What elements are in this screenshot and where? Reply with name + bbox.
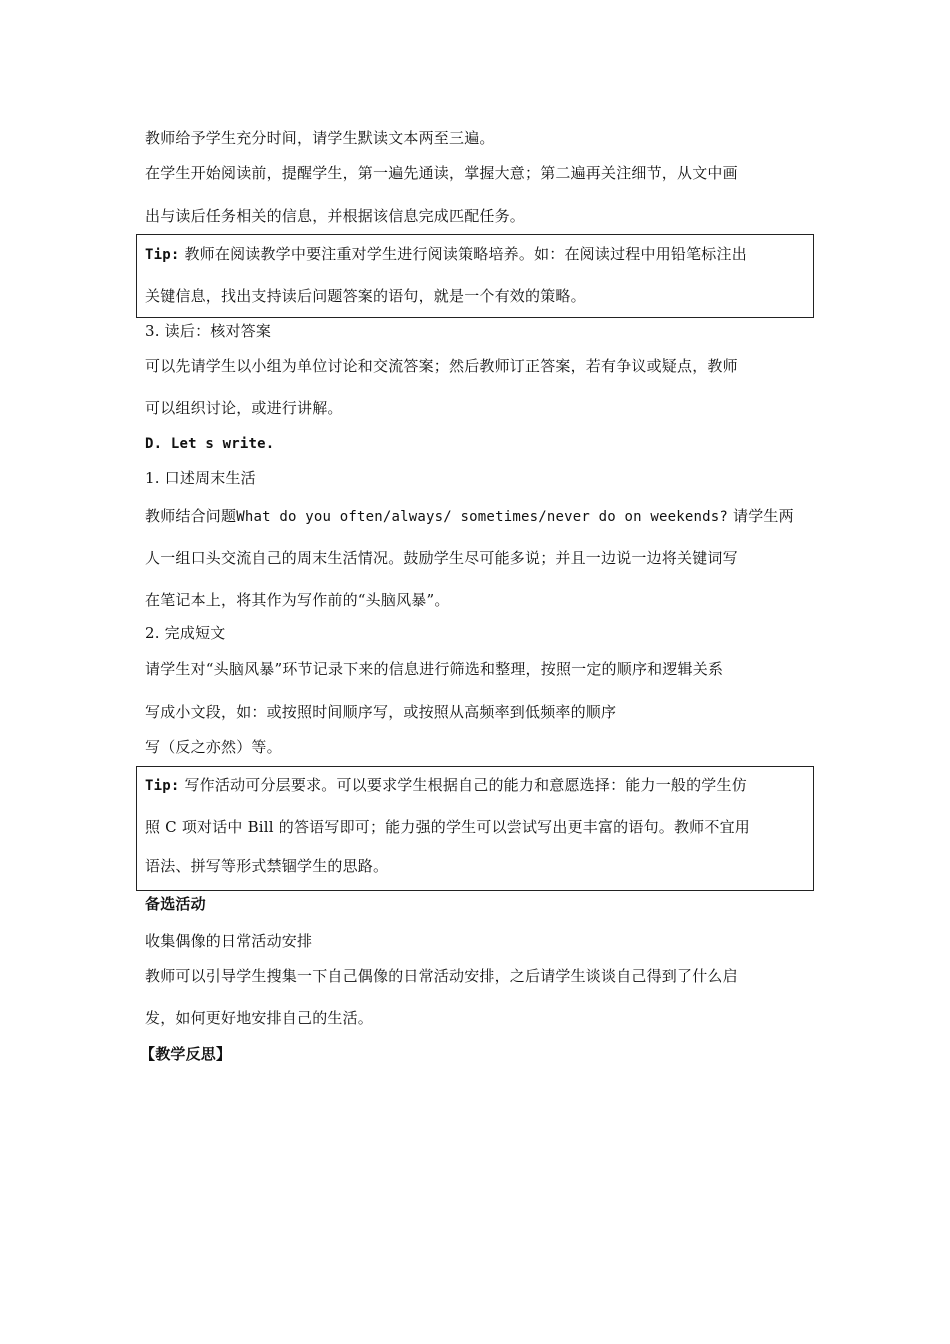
- tip-box-writing-levels: [136, 766, 814, 891]
- paragraph-check-answers-line1: 可以先请学生以小组为单位讨论和交流答案；然后教师订正答案，若有争议或疑点，教师: [145, 357, 738, 375]
- tip-text: 教师在阅读教学中要注重对学生进行阅读策略培养。如：在阅读过程中用铅笔标注出: [184, 245, 747, 263]
- tip-line-2: 关键信息，找出支持读后问题答案的语句，就是一个有效的策略。: [145, 287, 586, 305]
- step-3-heading: 3. 读后：核对答案: [145, 322, 272, 340]
- tip-line-3: 语法、拼写等形式禁锢学生的思路。: [145, 857, 389, 875]
- tip-line-2: 照 C 项对话中 Bill 的答语写即可；能力强的学生可以尝试写出更丰富的语句。教师不宜用: [145, 818, 750, 836]
- paragraph-reading-reminder-line2: 出与读后任务相关的信息，并根据该信息完成匹配任务。: [145, 207, 526, 225]
- paragraph-short-text-line1: 请学生对“头脑风暴”环节记录下来的信息进行筛选和整理，按照一定的顺序和逻辑关系: [145, 660, 724, 678]
- paragraph-idol-schedule-line1: 教师可以引导学生搜集一下自己偶像的日常活动安排，之后请学生谈谈自己得到了什么启: [145, 967, 738, 985]
- paragraph-short-text-line3: 写（反之亦然）等。: [145, 738, 282, 756]
- paragraph-reading-reminder-line1: 在学生开始阅读前，提醒学生，第一遍先通读，掌握大意；第二遍再关注细节，从文中画: [145, 164, 738, 182]
- paragraph-idol-schedule-line2: 发，如何更好地安排自己的生活。: [145, 1009, 374, 1027]
- paragraph-weekend-question-line3: 在笔记本上，将其作为写作前的“头脑风暴”。: [145, 591, 450, 609]
- alternative-activity-heading: 备选活动: [145, 895, 206, 913]
- text-post: 请学生两: [733, 507, 794, 525]
- item-2-heading: 2. 完成短文: [145, 624, 226, 642]
- english-question: What do you often/always/ sometimes/never do on weekends?: [236, 509, 729, 525]
- tip-line-1: [145, 243, 747, 266]
- paragraph-weekend-question-line1: [145, 505, 794, 528]
- tip-label: Tip:: [145, 778, 180, 794]
- paragraph-silent-reading: 教师给予学生充分时间，请学生默读文本两至三遍。: [145, 129, 495, 147]
- tip-text: 写作活动可分层要求。可以要求学生根据自己的能力和意愿选择：能力一般的学生仿: [184, 776, 747, 794]
- item-1-heading: 1. 口述周末生活: [145, 469, 256, 487]
- paragraph-check-answers-line2: 可以组织讨论，或进行讲解。: [145, 399, 343, 417]
- text-pre: 教师结合问题: [145, 507, 237, 525]
- tip-label: Tip:: [145, 247, 180, 263]
- paragraph-short-text-line2: 写成小文段，如：或按照时间顺序写，或按照从高频率到低频率的顺序: [145, 703, 617, 721]
- tip-line-1: [145, 774, 747, 797]
- section-d-heading: D. Let s write.: [145, 436, 275, 452]
- paragraph-weekend-question-line2: 人一组口头交流自己的周末生活情况。鼓励学生尽可能多说；并且一边说一边将关键词写: [145, 549, 738, 567]
- alternative-activity-subtitle: 收集偶像的日常活动安排: [145, 932, 313, 950]
- tip-box-reading-strategy: [136, 234, 814, 318]
- teaching-reflection-heading: 【教学反思】: [140, 1045, 232, 1063]
